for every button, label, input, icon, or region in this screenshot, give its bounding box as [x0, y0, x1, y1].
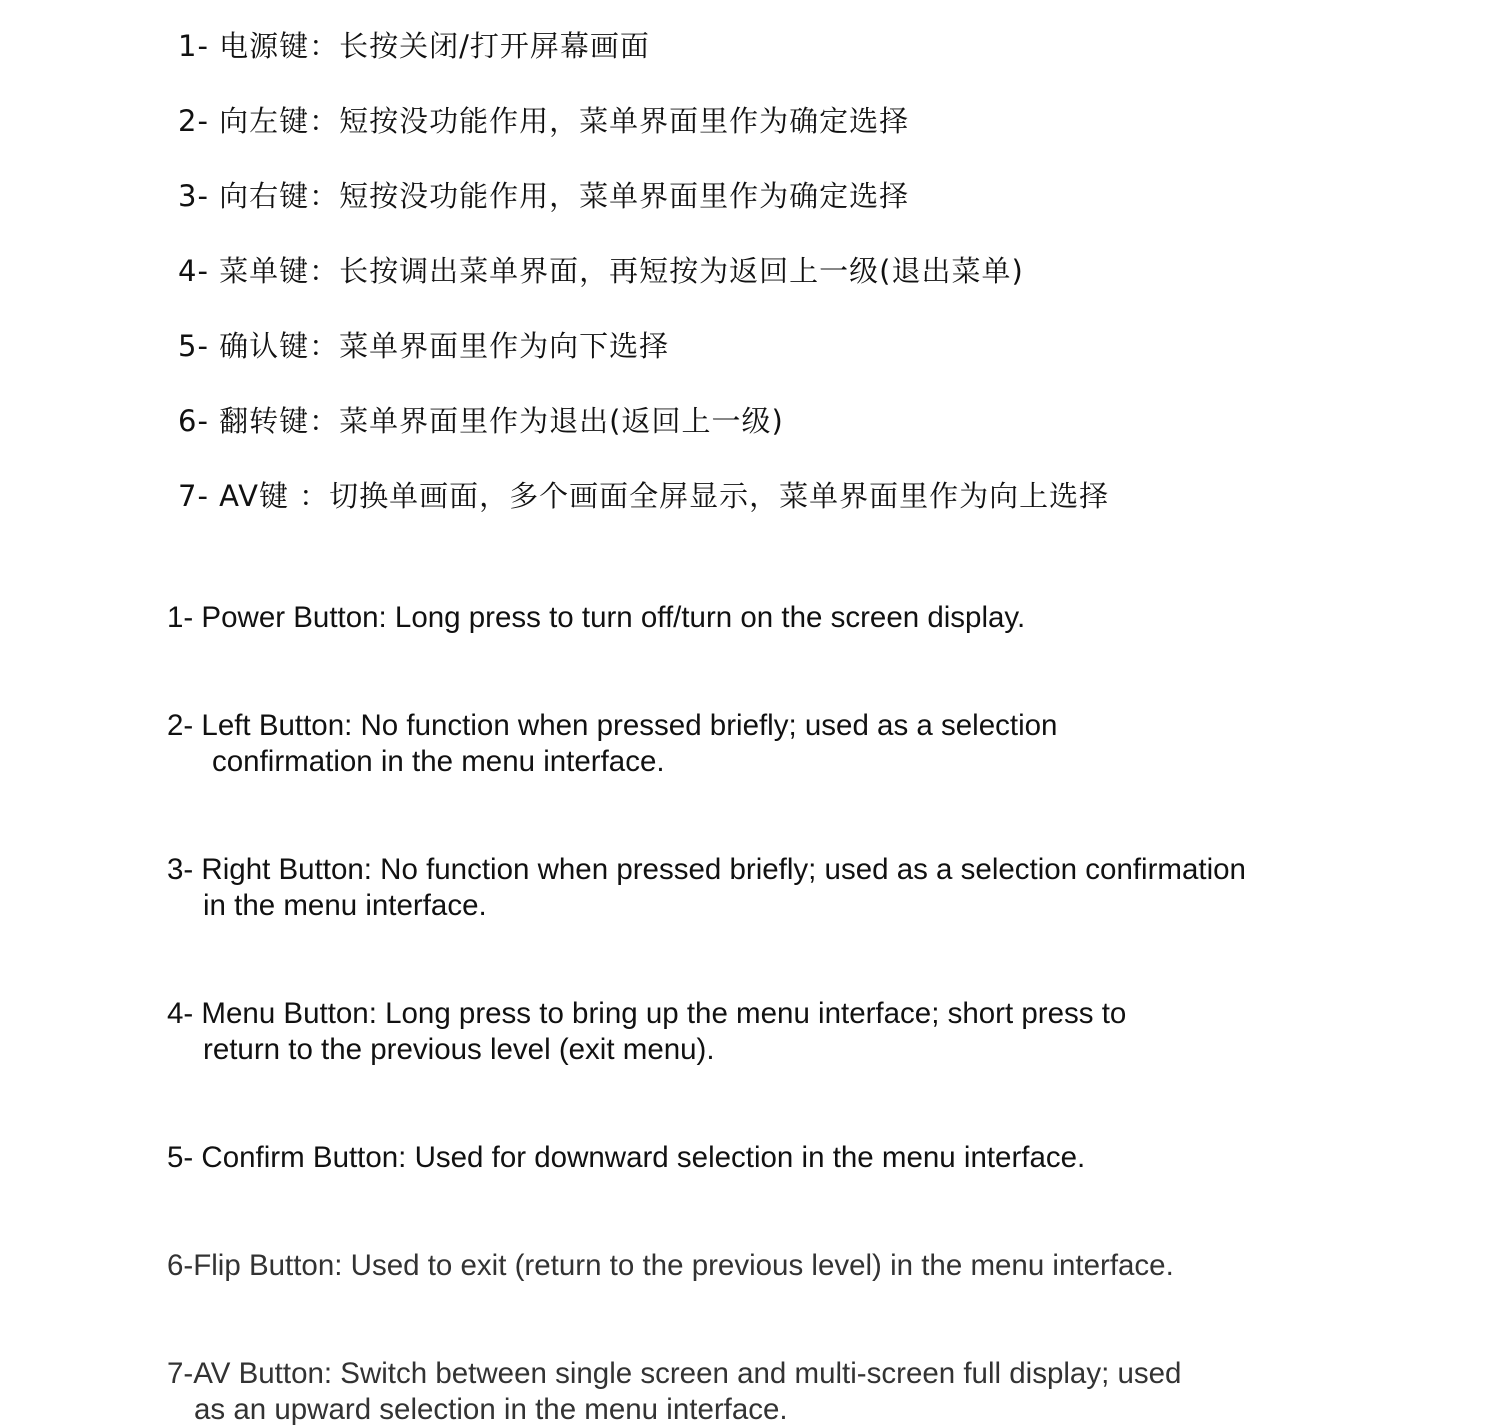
en-item-menu-line1: 4- Menu Button: Long press to bring up the menu interface; short press to: [167, 997, 1127, 1030]
en-item-right-line2: in the menu interface.: [203, 889, 487, 922]
en-item-left-line2: confirmation in the menu interface.: [212, 745, 665, 778]
en-item-av: [167, 1356, 1467, 1428]
zh-item-av: 7- AV键 ：切换单画面，多个画面全屏显示，菜单界面里作为向上选择: [178, 479, 1110, 513]
en-item-confirm-line1: 5- Confirm Button: Used for downward selection in the menu interface.: [167, 1141, 1086, 1174]
zh-item-left: 2- 向左键：短按没功能作用，菜单界面里作为确定选择: [178, 104, 910, 138]
zh-item-power: 1- 电源键：长按关闭/打开屏幕画面: [178, 29, 650, 63]
zh-item-confirm: 5- 确认键：菜单界面里作为向下选择: [178, 329, 670, 363]
en-item-right-line1: 3- Right Button: No function when pressed briefly; used as a selection confirmation: [167, 853, 1246, 886]
en-item-flip: [167, 1248, 1467, 1356]
en-item-confirm: [167, 1140, 1467, 1248]
en-item-right: [167, 852, 1467, 996]
en-item-power: [167, 600, 1467, 708]
zh-item-menu: 4- 菜单键：长按调出菜单界面，再短按为返回上一级(退出菜单): [178, 254, 1024, 288]
en-item-flip-line1: 6-Flip Button: Used to exit (return to the previous level) in the menu interface.: [167, 1249, 1174, 1282]
en-item-left: [167, 708, 1467, 852]
zh-item-right: 3- 向右键：短按没功能作用，菜单界面里作为确定选择: [178, 179, 910, 213]
english-instructions: [167, 600, 1467, 1428]
en-item-menu-line2: return to the previous level (exit menu).: [203, 1033, 715, 1066]
en-item-av-line2: as an upward selection in the menu interface.: [194, 1393, 788, 1426]
chinese-instructions: [178, 26, 1458, 551]
en-item-menu: [167, 996, 1467, 1140]
en-item-av-line1: 7-AV Button: Switch between single screen and multi-screen full display; used: [167, 1357, 1182, 1390]
en-item-power-line1: 1- Power Button: Long press to turn off/turn on the screen display.: [167, 601, 1026, 634]
zh-item-flip: 6- 翻转键：菜单界面里作为退出(返回上一级): [178, 404, 784, 438]
en-item-left-line1: 2- Left Button: No function when pressed briefly; used as a selection: [167, 709, 1058, 742]
